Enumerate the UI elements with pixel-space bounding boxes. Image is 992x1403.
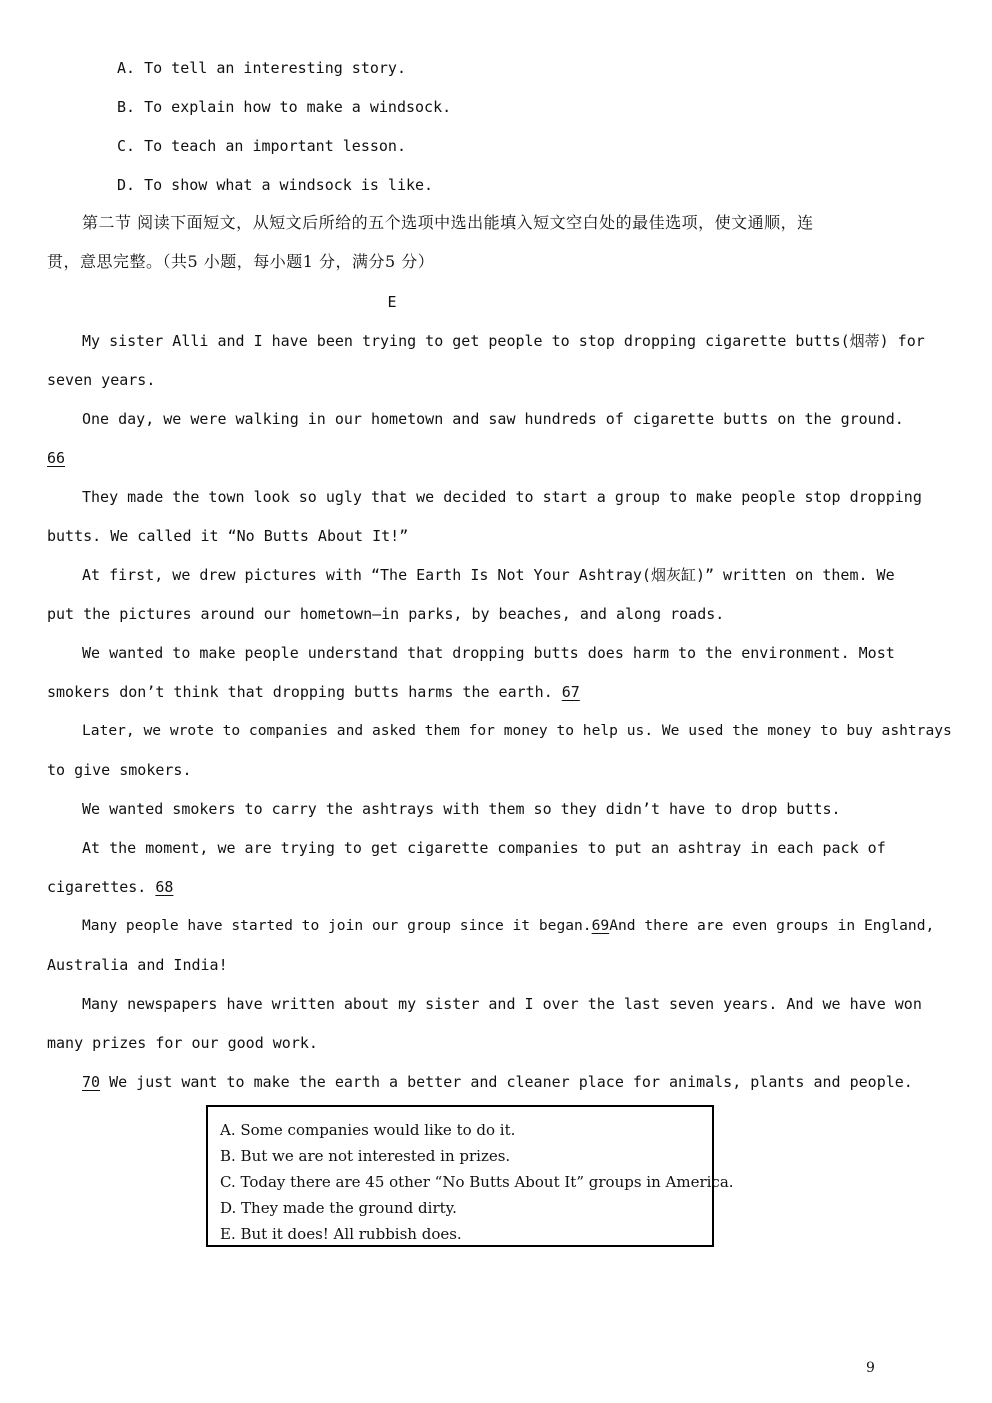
option-d: D. To show what a windsock is like. xyxy=(117,176,434,194)
passage-text: cigarettes. xyxy=(47,878,147,896)
passage-line: butts. We called it “No Butts About It!” xyxy=(47,527,409,545)
section-instruction-line2: 贯，意思完整。（共5 小题，每小题1 分，满分5 分） xyxy=(47,252,435,271)
passage-line xyxy=(47,682,874,702)
blank-68: 68 xyxy=(155,878,174,896)
option-b: B. To explain how to make a windsock. xyxy=(117,98,452,116)
passage-line: At the moment, we are trying to get cigarette companies to put an ashtray in each pack of xyxy=(82,839,886,857)
passage-line: One day, we were walking in our hometown and saw hundreds of cigarette butts on the ground. xyxy=(82,410,904,428)
passage-line: Later, we wrote to companies and asked them for money to help us. We used the money to buy ashtrays xyxy=(82,722,952,739)
blank-69: 69 xyxy=(591,917,610,934)
passage-label: E xyxy=(387,293,397,311)
choice-a: A. Some companies would like to do it. xyxy=(220,1121,516,1139)
option-c: C. To teach an important lesson. xyxy=(117,137,406,155)
passage-text: Many people have started to join our group since it began. xyxy=(82,917,592,934)
blank-70: 70 xyxy=(82,1073,101,1091)
passage-line: My sister Alli and I have been trying to get people to stop dropping cigarette butts(烟蒂) for xyxy=(82,332,925,350)
choice-c: C. Today there are 45 other “No Butts About It” groups in America. xyxy=(220,1173,734,1191)
page-number: 9 xyxy=(866,1360,875,1376)
passage-line: We wanted to make people understand that dropping butts does harm to the environment. Most xyxy=(82,644,895,662)
passage-text: And there are even groups in England, xyxy=(609,917,935,934)
passage-text: smokers don’t think that dropping butts harms the earth. xyxy=(47,683,553,701)
passage-line xyxy=(82,916,935,936)
passage-line: put the pictures around our hometown—in parks, by beaches, and along roads. xyxy=(47,605,725,623)
blank-66 xyxy=(47,448,874,468)
passage-line: They made the town look so ugly that we decided to start a group to make people stop dropping xyxy=(82,488,922,506)
passage-line: many prizes for our good work. xyxy=(47,1034,318,1052)
option-a: A. To tell an interesting story. xyxy=(117,59,406,77)
passage-line: We wanted smokers to carry the ashtrays with them so they didn’t have to drop butts. xyxy=(82,800,841,818)
passage-line xyxy=(82,1072,913,1092)
choices-box xyxy=(206,1105,734,1247)
choice-e: E. But it does! All rubbish does. xyxy=(220,1225,462,1243)
blank-number: 66 xyxy=(47,449,66,467)
passage-text: We just want to make the earth a better and cleaner place for animals, plants and people. xyxy=(109,1073,913,1091)
passage-line: At first, we drew pictures with “The Earth Is Not Your Ashtray(烟灰缸)” written on them. We xyxy=(82,566,895,584)
passage-line: Many newspapers have written about my sister and I over the last seven years. And we have won xyxy=(82,995,922,1013)
passage-line: to give smokers. xyxy=(47,761,192,779)
passage-line: seven years. xyxy=(47,371,156,389)
section-instruction-line1: 第二节 阅读下面短文，从短文后所给的五个选项中选出能填入短文空白处的最佳选项，使文通顺，连 xyxy=(82,213,814,232)
choice-d: D. They made the ground dirty. xyxy=(220,1199,457,1217)
blank-67: 67 xyxy=(561,683,580,701)
passage-line: Australia and India! xyxy=(47,956,228,974)
choice-b: B. But we are not interested in prizes. xyxy=(220,1147,511,1165)
passage-line xyxy=(47,877,874,897)
